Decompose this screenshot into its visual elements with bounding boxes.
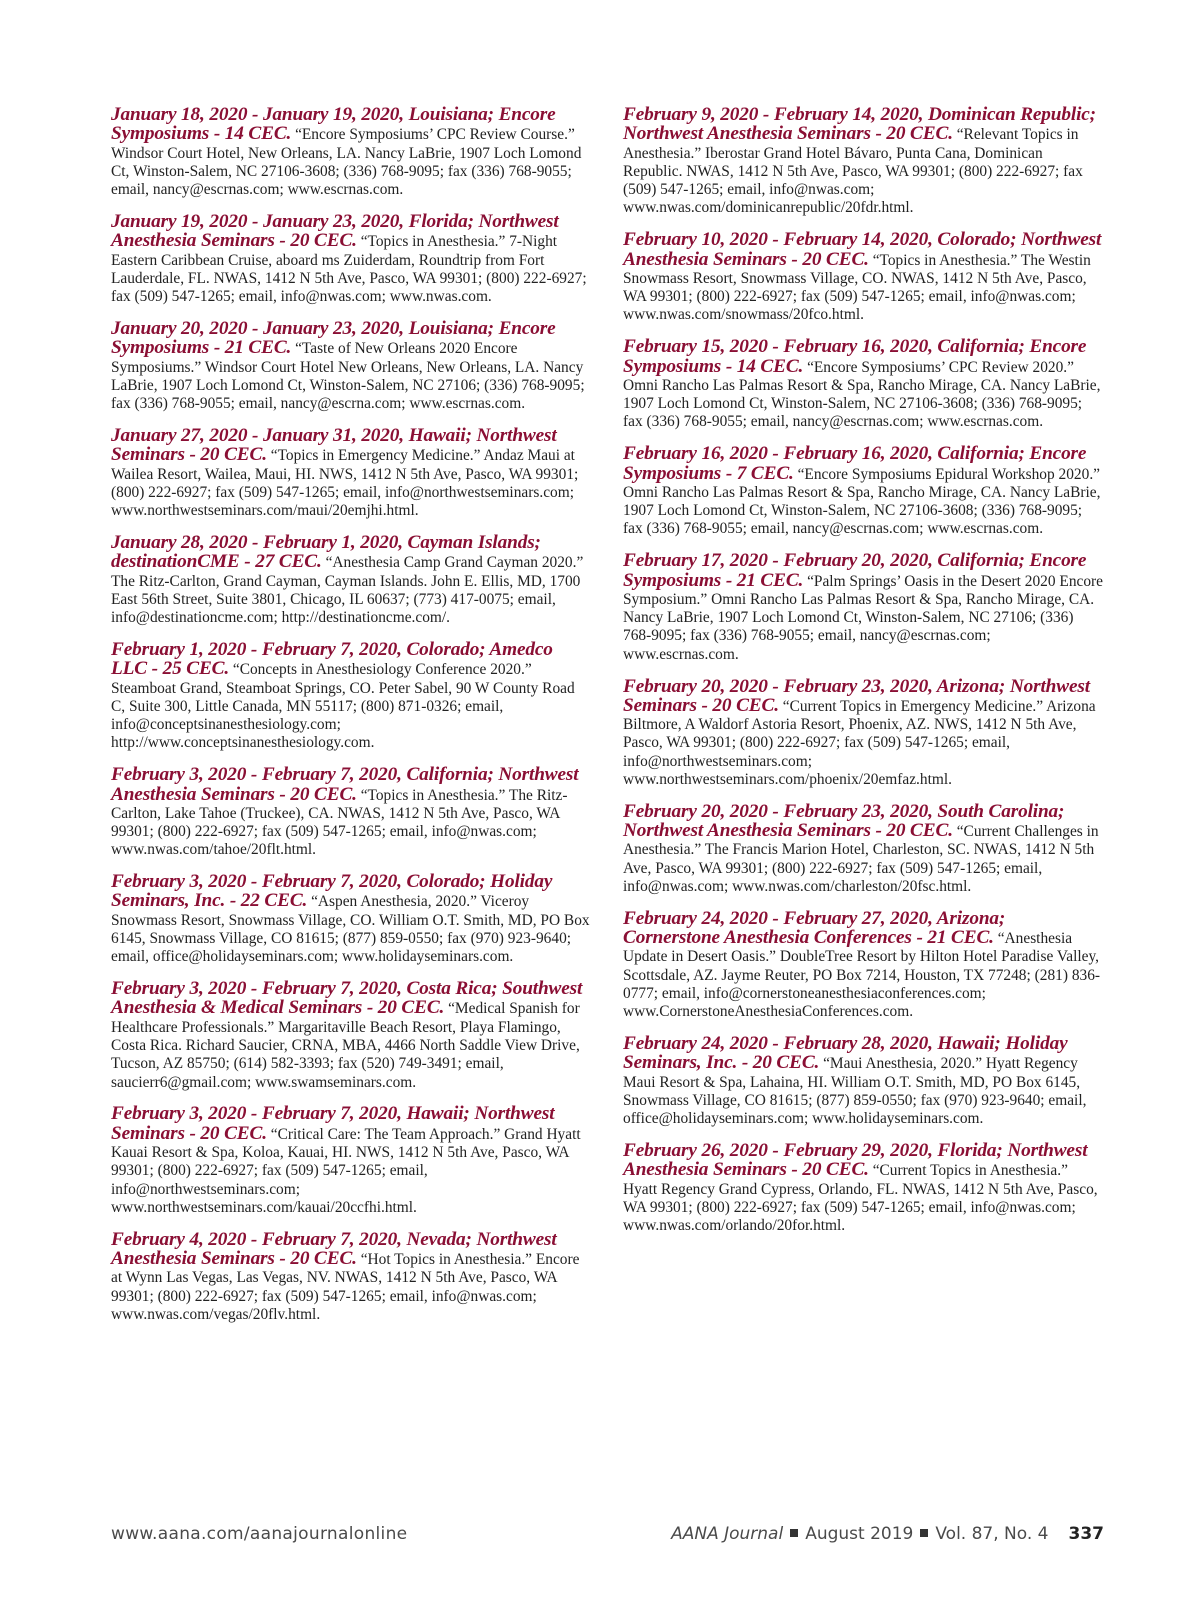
listing-details: “Topics in Emergency Medicine.” Andaz Maui at Wailea Resort, Wailea, Maui, HI. NWS, 1412 N 5th Ave, Pasco, WA 99301; (800) 222-6927; fax (509) 547-1265; email, info@northwestseminars.com; www.northwestseminars.com/maui/20emjhi.html. [111, 447, 579, 520]
listing-entry [623, 800, 1103, 896]
volume-issue: Vol. 87, No. 4 [935, 1524, 1049, 1544]
listing-details: “Current Topics in Emergency Medicine.” Arizona Biltmore, A Waldorf Astoria Resort, Phoenix, AZ. NWS, 1412 N 5th Ave, Pasco, WA 99301; (800) 222-6927; fax (509) 547-1265; email, info@northwestseminars.com; www.northwestseminars.com/phoenix/20emfaz.html. [623, 697, 1096, 788]
listing-heading: February 20, 2020 - February 23, 2020, Arizona; Northwest Seminars - 20 CEC. [623, 675, 1090, 716]
square-bullet-icon [790, 1529, 798, 1537]
listing-details: “Encore Symposiums’ CPC Review 2020.” Omni Rancho Las Palmas Resort & Spa, Rancho Mirage, CA. Nancy LaBrie, 1907 Loch Lomond Ct, Winston-Salem, NC 27106-3608; (336) 768-9095; fax (336) 768-9055; email, nancy@escrnas.com; www.escrnas.com. [623, 358, 1101, 431]
listing-entry [111, 317, 591, 413]
listing-entry [623, 1035, 1103, 1128]
listing-heading: February 10, 2020 - February 14, 2020, Colorado; Northwest Anesthesia Seminars - 20 CEC. [623, 229, 1102, 270]
listing-entry [623, 552, 1103, 664]
square-bullet-icon [920, 1529, 928, 1537]
listing-entry [111, 531, 591, 627]
left-column [111, 106, 591, 1338]
listing-entry [623, 106, 1103, 218]
listing-heading: January 28, 2020 - February 1, 2020, Cayman Islands; destinationCME - 27 CEC. [111, 531, 541, 573]
listing-heading: February 24, 2020 - February 27, 2020, Arizona; Cornerstone Anesthesia Conferences - 21 CEC. [623, 907, 1006, 949]
listing-heading: February 4, 2020 - February 7, 2020, Nevada; Northwest Anesthesia Seminars - 20 CEC. [111, 1228, 557, 1270]
listing-details: “Topics in Anesthesia.” The Westin Snowmass Resort, Snowmass Village, CO. NWAS, 1412 N 5th Ave, Pasco, WA 99301; (800) 222-6927; fax (509) 547-1265; email, info@nwas.com; www.nwas.com/snowmass/20fco.html. [623, 251, 1091, 324]
listing-details: “Taste of New Orleans 2020 Encore Symposiums.” Windsor Court Hotel New Orleans, New Orleans, LA. Nancy LaBrie, 1907 Loch Lomond Ct, Winston-Salem, NC 27106; (336) 768-9095; fax (336) 768-9055; email, nancy@escrna.com; www.escrnas.com. [111, 340, 585, 413]
listing-details: “Hot Topics in Anesthesia.” Encore at Wynn Las Vegas, Las Vegas, NV. NWAS, 1412 N 5th Ave, Pasco, WA 99301; (800) 222-6927; fax (509) 547-1265; email, info@nwas.com; www.nwas.com/vegas/20flv.html. [111, 1251, 580, 1323]
journal-name: AANA Journal [671, 1524, 784, 1544]
listing-details: “Topics in Anesthesia.” 7-Night Eastern Caribbean Cruise, aboard ms Zuiderdam, Roundtrip from Fort Lauderdale, FL. NWAS, 1412 N 5th Ave, Pasco, WA 99301; (800) 222-6927; fax (509) 547-1265; email, info@nwas.com; www.nwas.com. [111, 233, 587, 306]
listing-entry [623, 907, 1103, 1022]
listing-details: “Aspen Anesthesia, 2020.” Viceroy Snowmass Resort, Snowmass Village, CO. William O.T. Smith, MD, PO Box 6145, Snowmass Village, CO 81615; (877) 859-0550; fax (970) 923-9640; email, office@holidayseminars.com; www.holidayseminars.com. [111, 893, 590, 966]
listing-heading: February 20, 2020 - February 23, 2020, South Carolina; Northwest Anesthesia Seminars - 20 CEC. [623, 800, 1065, 842]
journal-citation [671, 1524, 1104, 1544]
listing-entry [623, 231, 1103, 324]
listing-details: “Palm Springs’ Oasis in the Desert 2020 Encore Symposium.” Omni Rancho Las Palmas Resort & Spa, Rancho Mirage, CA. Nancy LaBrie, 1907 Loch Lomond Ct, Winston-Salem, NC 27106; (336) 768-9095; fax (336) 768-9055; email, nancy@escrnas.com; www.escrnas.com. [623, 572, 1104, 663]
listing-heading: February 3, 2020 - February 7, 2020, Costa Rica; Southwest Anesthesia & Medical Seminars - 20 CEC. [111, 978, 583, 1019]
listing-entry [623, 675, 1103, 790]
listing-heading: February 3, 2020 - February 7, 2020, Hawaii; Northwest Seminars - 20 CEC. [111, 1103, 555, 1144]
listing-details: “Current Challenges in Anesthesia.” The Francis Marion Hotel, Charleston, SC. NWAS, 1412 N 5th Ave, Pasco, WA 99301; (800) 222-6927; fax (509) 547-1265; email, info@nwas.com; www.nwas.com/charleston/20fsc.html. [623, 823, 1099, 895]
right-column [623, 106, 1103, 1249]
page-footer [111, 1524, 1104, 1548]
listing-details: “Anesthesia Update in Desert Oasis.” DoubleTree Resort by Hilton Hotel Paradise Valley, Scottsdale, AZ. Jayme Reuter, PO Box 7214, Houston, TX 77248; (281) 836-0777; email, info@cornerstoneanesthesiaconferences.com; www.CornerstoneAnesthesiaConferences.com. [623, 930, 1101, 1021]
listing-heading: February 16, 2020 - February 16, 2020, California; Encore Symposiums - 7 CEC. [623, 443, 1087, 484]
listing-entry [111, 638, 591, 753]
listing-entry [111, 210, 591, 306]
listing-details: “Encore Symposiums Epidural Workshop 2020.” Omni Rancho Las Palmas Resort & Spa, Rancho Mirage, CA. Nancy LaBrie, 1907 Loch Lomond Ct, Winston-Salem, NC 27106-3608; (336) 768-9095; fax (336) 768-9055; email, nancy@escrnas.com; www.escrnas.com. [623, 465, 1101, 538]
listing-entry [111, 766, 591, 859]
listing-entry [111, 1228, 591, 1324]
listing-heading: February 17, 2020 - February 20, 2020, California; Encore Symposiums - 21 CEC. [623, 550, 1087, 591]
listing-heading: January 27, 2020 - January 31, 2020, Hawaii; Northwest Seminars - 20 CEC. [111, 424, 557, 466]
listing-heading: February 3, 2020 - February 7, 2020, California; Northwest Anesthesia Seminars - 20 CEC. [111, 764, 579, 805]
listing-heading: January 19, 2020 - January 23, 2020, Florida; Northwest Anesthesia Seminars - 20 CEC. [111, 210, 559, 252]
page-number: 337 [1068, 1524, 1104, 1544]
listing-heading: February 1, 2020 - February 7, 2020, Colorado; Amedco LLC - 25 CEC. [111, 638, 553, 680]
journal-url: www.aana.com/aanajournalonline [111, 1524, 408, 1544]
listing-entry [623, 1142, 1103, 1235]
listing-heading: February 15, 2020 - February 16, 2020, California; Encore Symposiums - 14 CEC. [623, 336, 1087, 377]
listing-entry [111, 1105, 591, 1217]
listing-entry [111, 424, 591, 520]
listing-details: “Topics in Anesthesia.” The Ritz-Carlton, Lake Tahoe (Truckee), CA. NWAS, 1412 N 5th Ave, Pasco, WA 99301; (800) 222-6927; fax (509) 547-1265; email, info@nwas.com; www.nwas.com/tahoe/20flt.html. [111, 786, 568, 859]
listing-details: “Maui Anesthesia, 2020.” Hyatt Regency Maui Resort & Spa, Lahaina, HI. William O.T. Smith, MD, PO Box 6145, Snowmass Village, CO 81615; (877) 859-0550; fax (970) 923-9640; email, office@holidayseminars.com; www.holidayseminars.com. [623, 1055, 1087, 1128]
listing-entry [111, 106, 591, 199]
listing-details: “Current Topics in Anesthesia.” Hyatt Regency Grand Cypress, Orlando, FL. NWAS, 1412 N 5th Ave, Pasco, WA 99301; (800) 222-6927; fax (509) 547-1265; email, info@nwas.com; www.nwas.com/orlando/20for.html. [623, 1162, 1098, 1235]
listing-details: “Anesthesia Camp Grand Cayman 2020.” The Ritz-Carlton, Grand Cayman, Cayman Islands. John E. Ellis, MD, 1700 East 56th Street, Suite 3801, Chicago, IL 60637; (773) 417-0075; email, info@destinationcme.com; http://destinationcme.com/. [111, 554, 584, 627]
listing-heading: February 24, 2020 - February 28, 2020, Hawaii; Holiday Seminars, Inc. - 20 CEC. [623, 1033, 1068, 1074]
listing-heading: January 20, 2020 - January 23, 2020, Louisiana; Encore Symposiums - 21 CEC. [111, 317, 556, 359]
listing-details: “Encore Symposiums’ CPC Review Course.” Windsor Court Hotel, New Orleans, LA. Nancy LaBrie, 1907 Loch Lomond Ct, Winston-Salem, NC 27106-3608; (336) 768-9095; fax (336) 768-9055; email, nancy@escrnas.com; www.escrnas.com. [111, 126, 582, 199]
listing-details: “Relevant Topics in Anesthesia.” Iberostar Grand Hotel Bávaro, Punta Cana, Dominican Republic. NWAS, 1412 N 5th Ave, Pasco, WA 99301; (800) 222-6927; fax (509) 547-1265; email, info@nwas.com; www.nwas.com/dominicanrepublic/20fdr.html. [623, 126, 1083, 217]
issue-date: August 2019 [805, 1524, 914, 1544]
listing-details: “Medical Spanish for Healthcare Professionals.” Margaritaville Beach Resort, Playa Flamingo, Costa Rica. Richard Saucier, CRNA, MBA, 4466 North Saddle View Drive, Tucson, AZ 85750; (614) 582-3393; fax (520) 749-3491; email, saucierr6@gmail.com; www.swamseminars.com. [111, 1000, 580, 1091]
listing-entry [111, 873, 591, 966]
listing-heading: February 3, 2020 - February 7, 2020, Colorado; Holiday Seminars, Inc. - 22 CEC. [111, 871, 553, 912]
listing-entry [623, 445, 1103, 538]
listing-heading: January 18, 2020 - January 19, 2020, Louisiana; Encore Symposiums - 14 CEC. [111, 104, 556, 145]
listing-heading: February 9, 2020 - February 14, 2020, Dominican Republic; Northwest Anesthesia Seminars - 20 CEC. [623, 104, 1096, 145]
listing-entry [111, 980, 591, 1092]
listing-details: “Concepts in Anesthesiology Conference 2020.” Steamboat Grand, Steamboat Springs, CO. Peter Sabel, 90 W County Road C, Suite 300, Little Canada, MN 55117; (800) 871-0326; email, info@conceptsinanesthesiology.com; http://www.conceptsinanesthesiology.com. [111, 661, 575, 752]
listing-entry [623, 338, 1103, 431]
listing-heading: February 26, 2020 - February 29, 2020, Florida; Northwest Anesthesia Seminars - 20 CEC. [623, 1140, 1088, 1181]
listing-details: “Critical Care: The Team Approach.” Grand Hyatt Kauai Resort & Spa, Koloa, Kauai, HI. NWS, 1412 N 5th Ave, Pasco, WA 99301; (800) 222-6927; fax (509) 547-1265; email, info@northwestseminars.com; www.northwestseminars.com/kauai/20ccfhi.html. [111, 1125, 581, 1216]
